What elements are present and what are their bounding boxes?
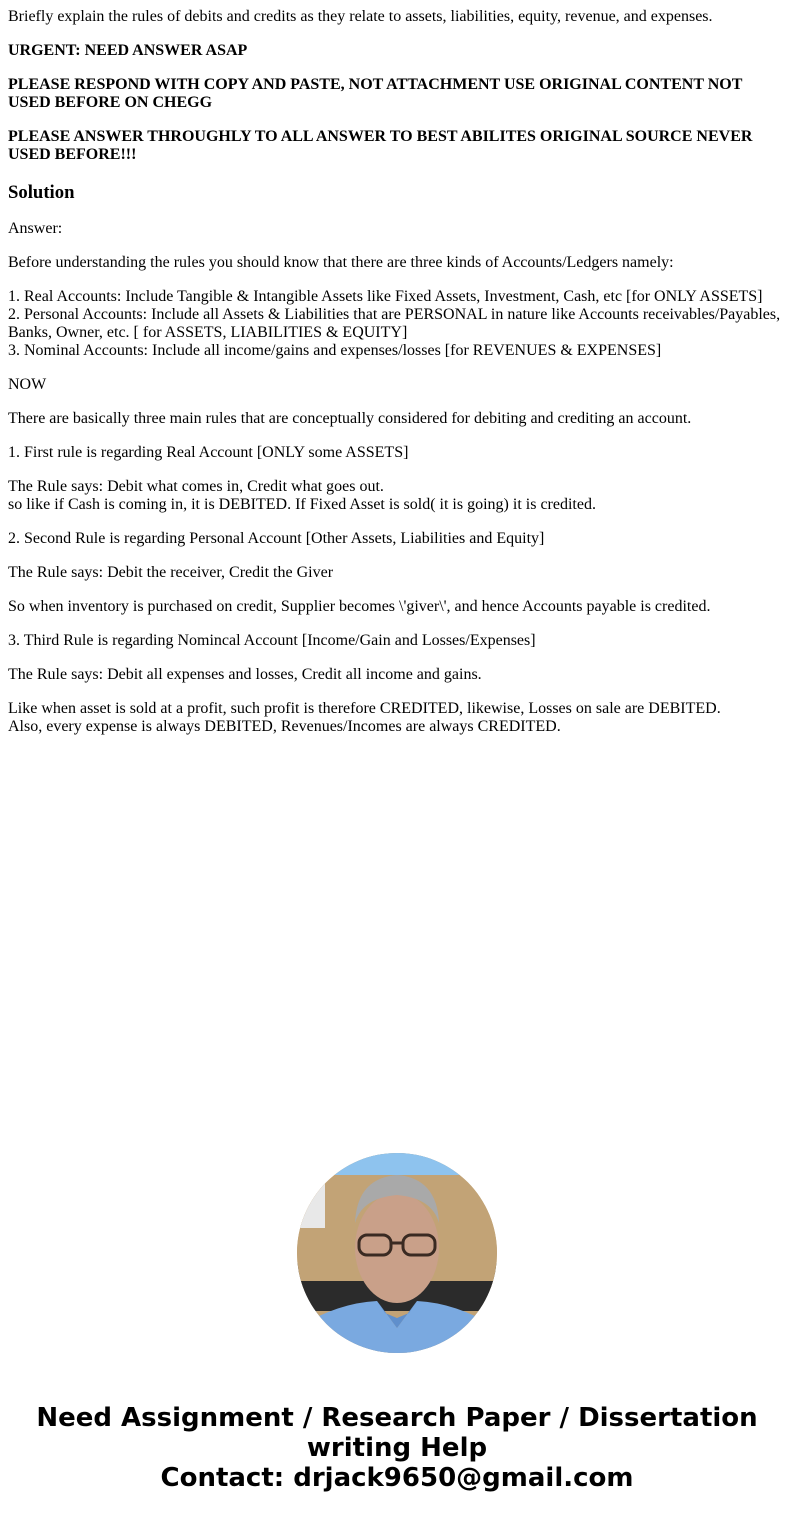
solution-heading: Solution <box>8 182 75 203</box>
rule1-title: 1. First rule is regarding Real Account [ONLY some ASSETS] <box>8 444 409 461</box>
rules-intro: There are basically three main rules that are conceptually considered for debiting and crediting an account. <box>8 410 692 427</box>
rule3-title: 3. Third Rule is regarding Nomincal Account [Income/Gain and Losses/Expenses] <box>8 632 536 649</box>
promo-line-2: writing Help <box>306 1433 488 1463</box>
rule2-example: So when inventory is purchased on credit, Supplier becomes \'giver\', and hence Accounts payable is credited. <box>8 598 711 615</box>
rule3-body <box>8 700 786 736</box>
now-text: NOW <box>8 376 47 393</box>
intro-text: Before understanding the rules you should know that there are three kinds of Accounts/Ledgers namely: <box>8 254 674 271</box>
rule1-body <box>8 478 786 514</box>
promo-contact: Contact: drjack9650@gmail.com <box>160 1463 634 1493</box>
account-type-nominal: 3. Nominal Accounts: Include all income/gains and expenses/losses [for REVENUES & EXPENSES] <box>8 342 662 359</box>
rule1-example: so like if Cash is coming in, it is DEBITED. If Fixed Asset is sold( it is going) it is credited. <box>8 496 596 513</box>
original-note: PLEASE ANSWER THROUGHLY TO ALL ANSWER TO BEST ABILITES ORIGINAL SOURCE NEVER USED BEFORE!!! <box>8 128 753 163</box>
promo-line-1: Need Assignment / Research Paper / Dissertation <box>36 1403 758 1433</box>
rule3-summary: Also, every expense is always DEBITED, Revenues/Incomes are always CREDITED. <box>8 718 561 735</box>
rule1-says: The Rule says: Debit what comes in, Credit what goes out. <box>8 478 384 495</box>
person-portrait-icon <box>297 1153 497 1353</box>
document-body <box>8 8 786 752</box>
copy-paste-note: PLEASE RESPOND WITH COPY AND PASTE, NOT ATTACHMENT USE ORIGINAL CONTENT NOT USED BEFORE ON CHEGG <box>8 76 743 111</box>
rule2-says: The Rule says: Debit the receiver, Credit the Giver <box>8 564 334 581</box>
urgent-note: URGENT: NEED ANSWER ASAP <box>8 42 248 59</box>
account-type-real: 1. Real Accounts: Include Tangible & Intangible Assets like Fixed Assets, Investment, Cash, etc [for ONLY ASSETS] <box>8 288 763 305</box>
promo-banner <box>0 1403 794 1493</box>
author-avatar <box>297 1153 497 1353</box>
account-type-personal: 2. Personal Accounts: Include all Assets & Liabilities that are PERSONAL in nature like Accounts receivables/Payables, Banks, Owner, etc. [ for ASSETS, LIABILITIES & EQUITY] <box>8 306 781 341</box>
question-prompt: Briefly explain the rules of debits and credits as they relate to assets, liabilities, equity, revenue, and expenses. <box>8 8 713 25</box>
rule3-says: The Rule says: Debit all expenses and losses, Credit all income and gains. <box>8 666 482 683</box>
answer-label: Answer: <box>8 220 63 237</box>
account-types-list <box>8 288 786 360</box>
rule3-example: Like when asset is sold at a profit, such profit is therefore CREDITED, likewise, Losses on sale are DEBITED. <box>8 700 721 717</box>
rule2-title: 2. Second Rule is regarding Personal Account [Other Assets, Liabilities and Equity] <box>8 530 545 547</box>
